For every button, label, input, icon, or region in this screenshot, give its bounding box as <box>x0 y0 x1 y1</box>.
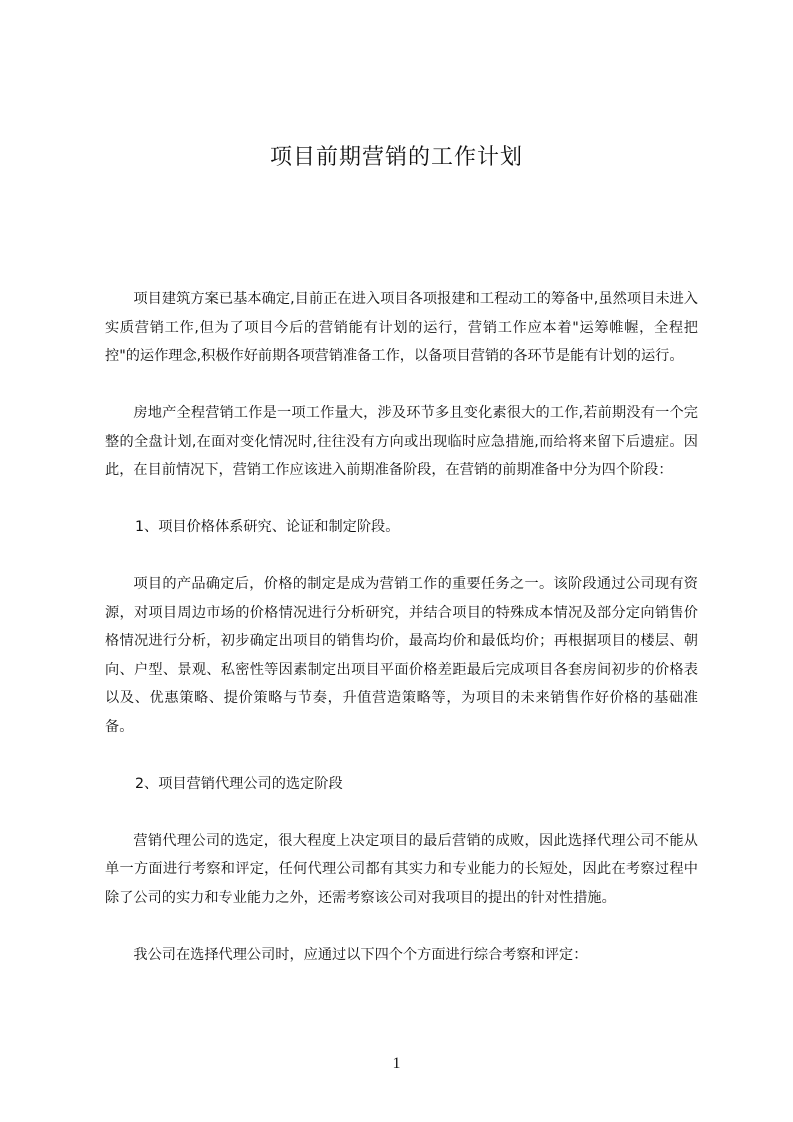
paragraph-intro: 项目建筑方案已基本确定,目前正在进入项目各项报建和工程动工的筹备中,虽然项目未进入实质营销工作,但为了项目今后的营销能有计划的运行，营销工作应本着"运筹帷幄，全程把控"的运作理念,积极作好前期各项营销准备工作，以备项目营销的各环节是能有计划的运行。 <box>105 291 698 364</box>
paragraph-gap <box>105 798 698 827</box>
paragraph-selection: 我公司在选择代理公司时，应通过以下四个个方面进行综合考察和评定： <box>133 946 588 963</box>
section-heading-price: 1、项目价格体系研究、论证和制定阶段。 <box>135 519 400 535</box>
document-body <box>105 285 698 969</box>
paragraph-agency: 营销代理公司的选定，很大程度上决定项目的最后营销的成败，因此选择代理公司不能从单一方面进行考察和评定，任何代理公司都有其实力和专业能力的长短处，因此在考察过程中除了公司的实力和专业能力之外，还需考察该公司对我项目的提出的针对性措施。 <box>105 832 698 906</box>
paragraph-gap <box>105 912 698 941</box>
paragraph-gap <box>105 741 698 770</box>
document-title: 项目前期营销的工作计划 <box>269 145 523 170</box>
paragraph-overview: 房地产全程营销工作是一项工作量大，涉及环节多且变化素很大的工作,若前期没有一个完整的全盘计划,在面对变化情况时,往往没有方向或出现临时应急措施,而给将来留下后遗症。因此，在目前情况下，营销工作应该进入前期准备阶段，在营销的前期准备中分为四个阶段： <box>105 405 698 478</box>
section-heading-agency: 2、项目营销代理公司的选定阶段 <box>135 775 343 792</box>
paragraph-gap <box>105 371 698 400</box>
paragraph-price: 项目的产品确定后，价格的制定是成为营销工作的重要任务之一。该阶段通过公司现有资源，对项目周边市场的价格情况进行分析研究，并结合项目的特殊成本情况及部分定向销售价格情况进行分析，初步确定出项目的销售均价，最高均价和最低均价；再根据项目的楼层、朝向、户型、景观、私密性等因素制定出项目平面价格差距最后完成项目各套房间初步的价格表以及、优惠策略、提价策略与节奏，升值营造策略等，为项目的未来销售作好价格的基础准备。 <box>105 576 698 735</box>
paragraph-gap <box>105 542 698 571</box>
paragraph-gap <box>105 485 698 514</box>
page-number: 1 <box>392 1055 401 1072</box>
